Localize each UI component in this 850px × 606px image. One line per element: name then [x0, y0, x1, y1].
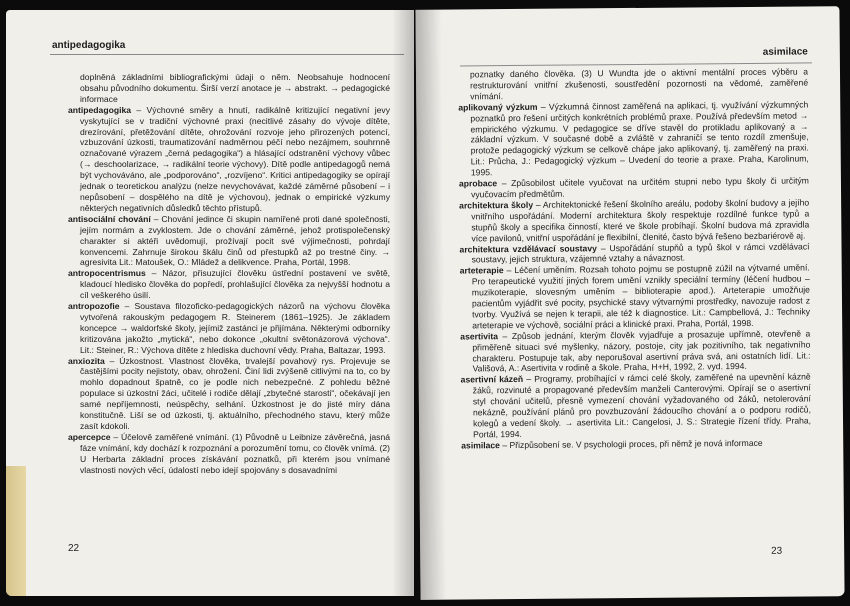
dictionary-entry: [460, 263, 811, 331]
entry-term: antisociální chování: [68, 213, 151, 224]
entry-text: – Soustava filozoficko-pedagogických názorů na výchovu člověka vytvořená rakouským pedagogem R. Steinerem (1861–1925). Je základem koncepce → waldorfské školy, jejímiž zastánci je přijímána. Některými odborníky kritizována jakožto „mytická“, nebo dokonce „okultní světonázorová výchova“. Lit.: Steiner, R.: Výchova dítěte z hlediska duchovní vědy. Praha, Baltazar, 1993.: [80, 301, 390, 355]
entry-term: anxiozita: [68, 355, 105, 366]
dictionary-entry: [68, 268, 390, 301]
spine-shadow: [392, 10, 414, 596]
entry-term: architektura školy: [459, 199, 534, 211]
entry-text: poznatky daného člověka. (3) U Wundta jde o aktivní mentální proces výběru a restrukturování vnitřní zkušenosti, soustředění pozornosti na vědomé, zaměřené vnímání.: [469, 66, 809, 102]
entry-text: – Úzkostnost. Vlastnost člověka, trvalejší povahový rys. Projevuje se častějšími pocity nejistoty, obav, ohrožení. Činí lidi zvýšeně citlivými na to, co by mohlo dopadnout špatně, co je podle nich nebezpečné. Z pohledu běžné populace si úzkostní žáci, učitelé i rodiče dělají „zbytečné starosti“, očekávají jen samé nepříjemnosti, neúspěchy, selhání. Úzkostnost je do jisté míry dána konstitučně. Liší se od úzkosti, tj. aktuálního, přechodného stavu, který může zasít kdokoli.: [80, 355, 391, 431]
dictionary-entry: [459, 197, 809, 244]
dictionary-entry: [461, 372, 812, 440]
dictionary-entry: [461, 437, 811, 451]
left-page: [6, 10, 414, 596]
dictionary-entry: [68, 356, 390, 432]
entry-text: – Uspořádání stupňů a typů škol v rámci vzdělávací soustavy, jejich struktura, vzájemné vztahy a návaznost.: [471, 240, 810, 265]
dictionary-entry: [458, 99, 809, 178]
entry-term: architektura vzdělávací soustavy: [459, 242, 597, 254]
entry-continuation: [68, 72, 390, 105]
entry-text: – Architektonické řešení školního areálu, podoby školní budovy a jejího vnitřního uspořádání. Moderní architektura školy respektuje rozdílné funkce typů a stupňů školy a specifika činností, které ve škole probíhají. Školní budova má zpravidla více pavilonů, vnitřní uspořádání je flexibilní, členité, často bývá řešeno bezbariérově aj.: [471, 197, 810, 243]
entry-term: asimilace: [461, 439, 500, 451]
entry-text: – Výzkumná činnost zaměřená na aplikaci, tj. využívání výzkumných poznatků pro řešení určitých konkrétních problémů praxe. Používá především metod → empirického výzkumu. V pedagogice se dříve stavěl do protikladu aplikovaný a → základní výzkum. V současné době a zvláště v zahraničí se tento rozdíl zmenšuje, protože pedagogický výzkum se celkově chápe jako aplikovaný, tj. zaměřený na praxi. Lit.: Průcha, J.: Pedagogický výzkum – Uvedení do teorie a praxe. Praha, Karolinum, 1995.: [470, 99, 809, 178]
entry-term: antropozofie: [68, 301, 120, 312]
dictionary-column: [458, 66, 811, 451]
entry-term: aplikovaný výzkum: [458, 101, 538, 113]
dictionary-entry: [68, 214, 390, 269]
entry-term: antropocentrismus: [68, 268, 146, 279]
entry-text: – Způsob jednání, kterým člověk vyjadřuje a prosazuje upřímně, otevřeně a přiměřeně situaci své myšlenky, názory, postoje, city jak pozitivního, tak negativního charakteru. Postupuje tak, aby neporušoval asertivní práva svá, ani ostatních lidí. Lit.: Vališová, A.: Asertivita v rodině a škole. Praha, H+H, 1992, 2. vyd. 1994.: [472, 328, 811, 374]
right-page: [415, 6, 844, 600]
spine-shadow: [415, 10, 446, 600]
entry-term: apercepce: [68, 431, 111, 442]
entry-term: asertivita: [460, 330, 499, 342]
entry-text: – Přizpůsobení se. V psychologii proces, při němž je nová informace: [502, 437, 763, 450]
dictionary-entry: [68, 301, 390, 356]
dictionary-column: [68, 72, 390, 476]
entry-term: antipedagogika: [68, 104, 132, 115]
entry-term: asertivní kázeň: [460, 374, 524, 385]
running-header: antipedagogika: [52, 40, 126, 51]
dictionary-entry: [68, 432, 390, 476]
header-rule: [50, 54, 404, 55]
entry-continuation: [458, 66, 808, 102]
entry-text: – Léčení uměním. Rozsah tohoto pojmu se postupně zúžil na výtvarné umění. Pro terapeutické využití jiných forem umění vznikly speciální termíny (léčení hudbou – muzikoterapie, slovesným uměním – biblioterapie apod.). Arteterapie umožňuje pacientům vyjádřit své pocity, psychické stavy výtvarnými prostředky, navozuje radost z tvorby. Využívá se nejen k terapii, ale též k diagnostice. Lit.: Campbellová, J.: Techniky arteterapie ve výchově, sociální práci a klinické praxi. Praha, Portál, 1998.: [471, 262, 811, 331]
entry-text: – Účelově zaměřené vnímání. (1) Původně u Leibnize závěrečná, jasná fáze vnímání, kdy dochází k rozpoznání a porozumění tomu, co člověk vnímá. (2) U Herbarta základní proces získávání poznatků, při kterém jsou vnímané vlastnosti nových věcí, údalostí nebo idejí spojovány s dosavadními: [80, 431, 390, 475]
page-edge-strip: [6, 466, 26, 596]
page-number: 23: [770, 545, 783, 557]
entry-term: arteterapie: [459, 265, 504, 276]
dictionary-entry: [460, 328, 810, 375]
entry-text: – Způsobilost učitele vyučovat na určitém stupni nebo typu školy či určitým vyučovacím předmětům.: [471, 175, 809, 200]
dictionary-entry: [459, 175, 809, 200]
entry-text: – Chování jedince či skupin namířené proti dané společnosti, jejím normám a zvyklostem. Jde o chování záměrné, jehož protispolečenský charakter si aktéři uvědomují, prožívají pocit své výjimečnosti, pohrdají konvencemi. Zahrnuje širokou škálu činů od přestupků až po trestné činy. → agresivita Lit.: Matoušek, O.: Mládež a delikvence. Praha, Portál, 1998.: [80, 213, 390, 268]
entry-text: – Programy, probíhající v rámci celé školy, zaměřené na upevnění kázně žáků, rozvinuté a propagované především manželi Canterovými. Opírají se o asertivní styl chování učitelů, přesně vymezení chování vyžadovaného od žáků, netolerování nekázně, používání plánů pro povzbuzování žádoucího chování a o podporu rodičů, kolegů a vedení školy. → asertivita Lit.: Cangelosi, J. S.: Strategie řízení třídy. Praha, Portál, 1994.: [472, 371, 812, 440]
entry-text: – Výchovné směry a hnutí, radikálně kritizující negativní jevy vyskytující se v tradiční výchovné praxi (necitlivé zásahy do vývoje dítěte, drezírování, přetěžování dítěte, ohrožování rozvoje jeho přirozených potencí, vzbuzování úzkosti, traumatizování nadměrnou péčí nebo nezájmem, souhrnně označované výrazem „černá pedagogika“) a hlásající odstranění výchovy vůbec (→ deschoolarizace, → radikální teorie výchovy). Dítě podle antipedagogů nemá být vychováváno, ale „podporováno“, „rozvíjeno“. Kritici antipedagogiky se opírají jednak o teoretickou analýzu (nelze nevychovávat, každé záměrné působení – i nepůsobení – dospělého na dítě je výchovou), jednak o empirické výzkumy některých negativních důsledků těchto přístupů.: [80, 104, 390, 213]
entry-term: aprobace: [458, 178, 498, 189]
entry-text: – Názor, přisuzující člověku ústřední postavení ve světě, kladoucí hledisko člověka do popředí, prohlašující člověka za nejvyšší hodnotu a cíl veškerého úsilí.: [80, 268, 391, 301]
dictionary-entry: [68, 105, 390, 214]
page-number: 22: [68, 543, 80, 554]
running-header: asimilace: [762, 46, 808, 58]
dictionary-entry: [459, 241, 809, 266]
entry-text: doplněná základními bibliografickými údaji o něm. Neobsahuje hodnocení obsahu původního dokumentu. Širší verzí anotace je → abstrakt. → pedagogické informace: [80, 72, 390, 104]
